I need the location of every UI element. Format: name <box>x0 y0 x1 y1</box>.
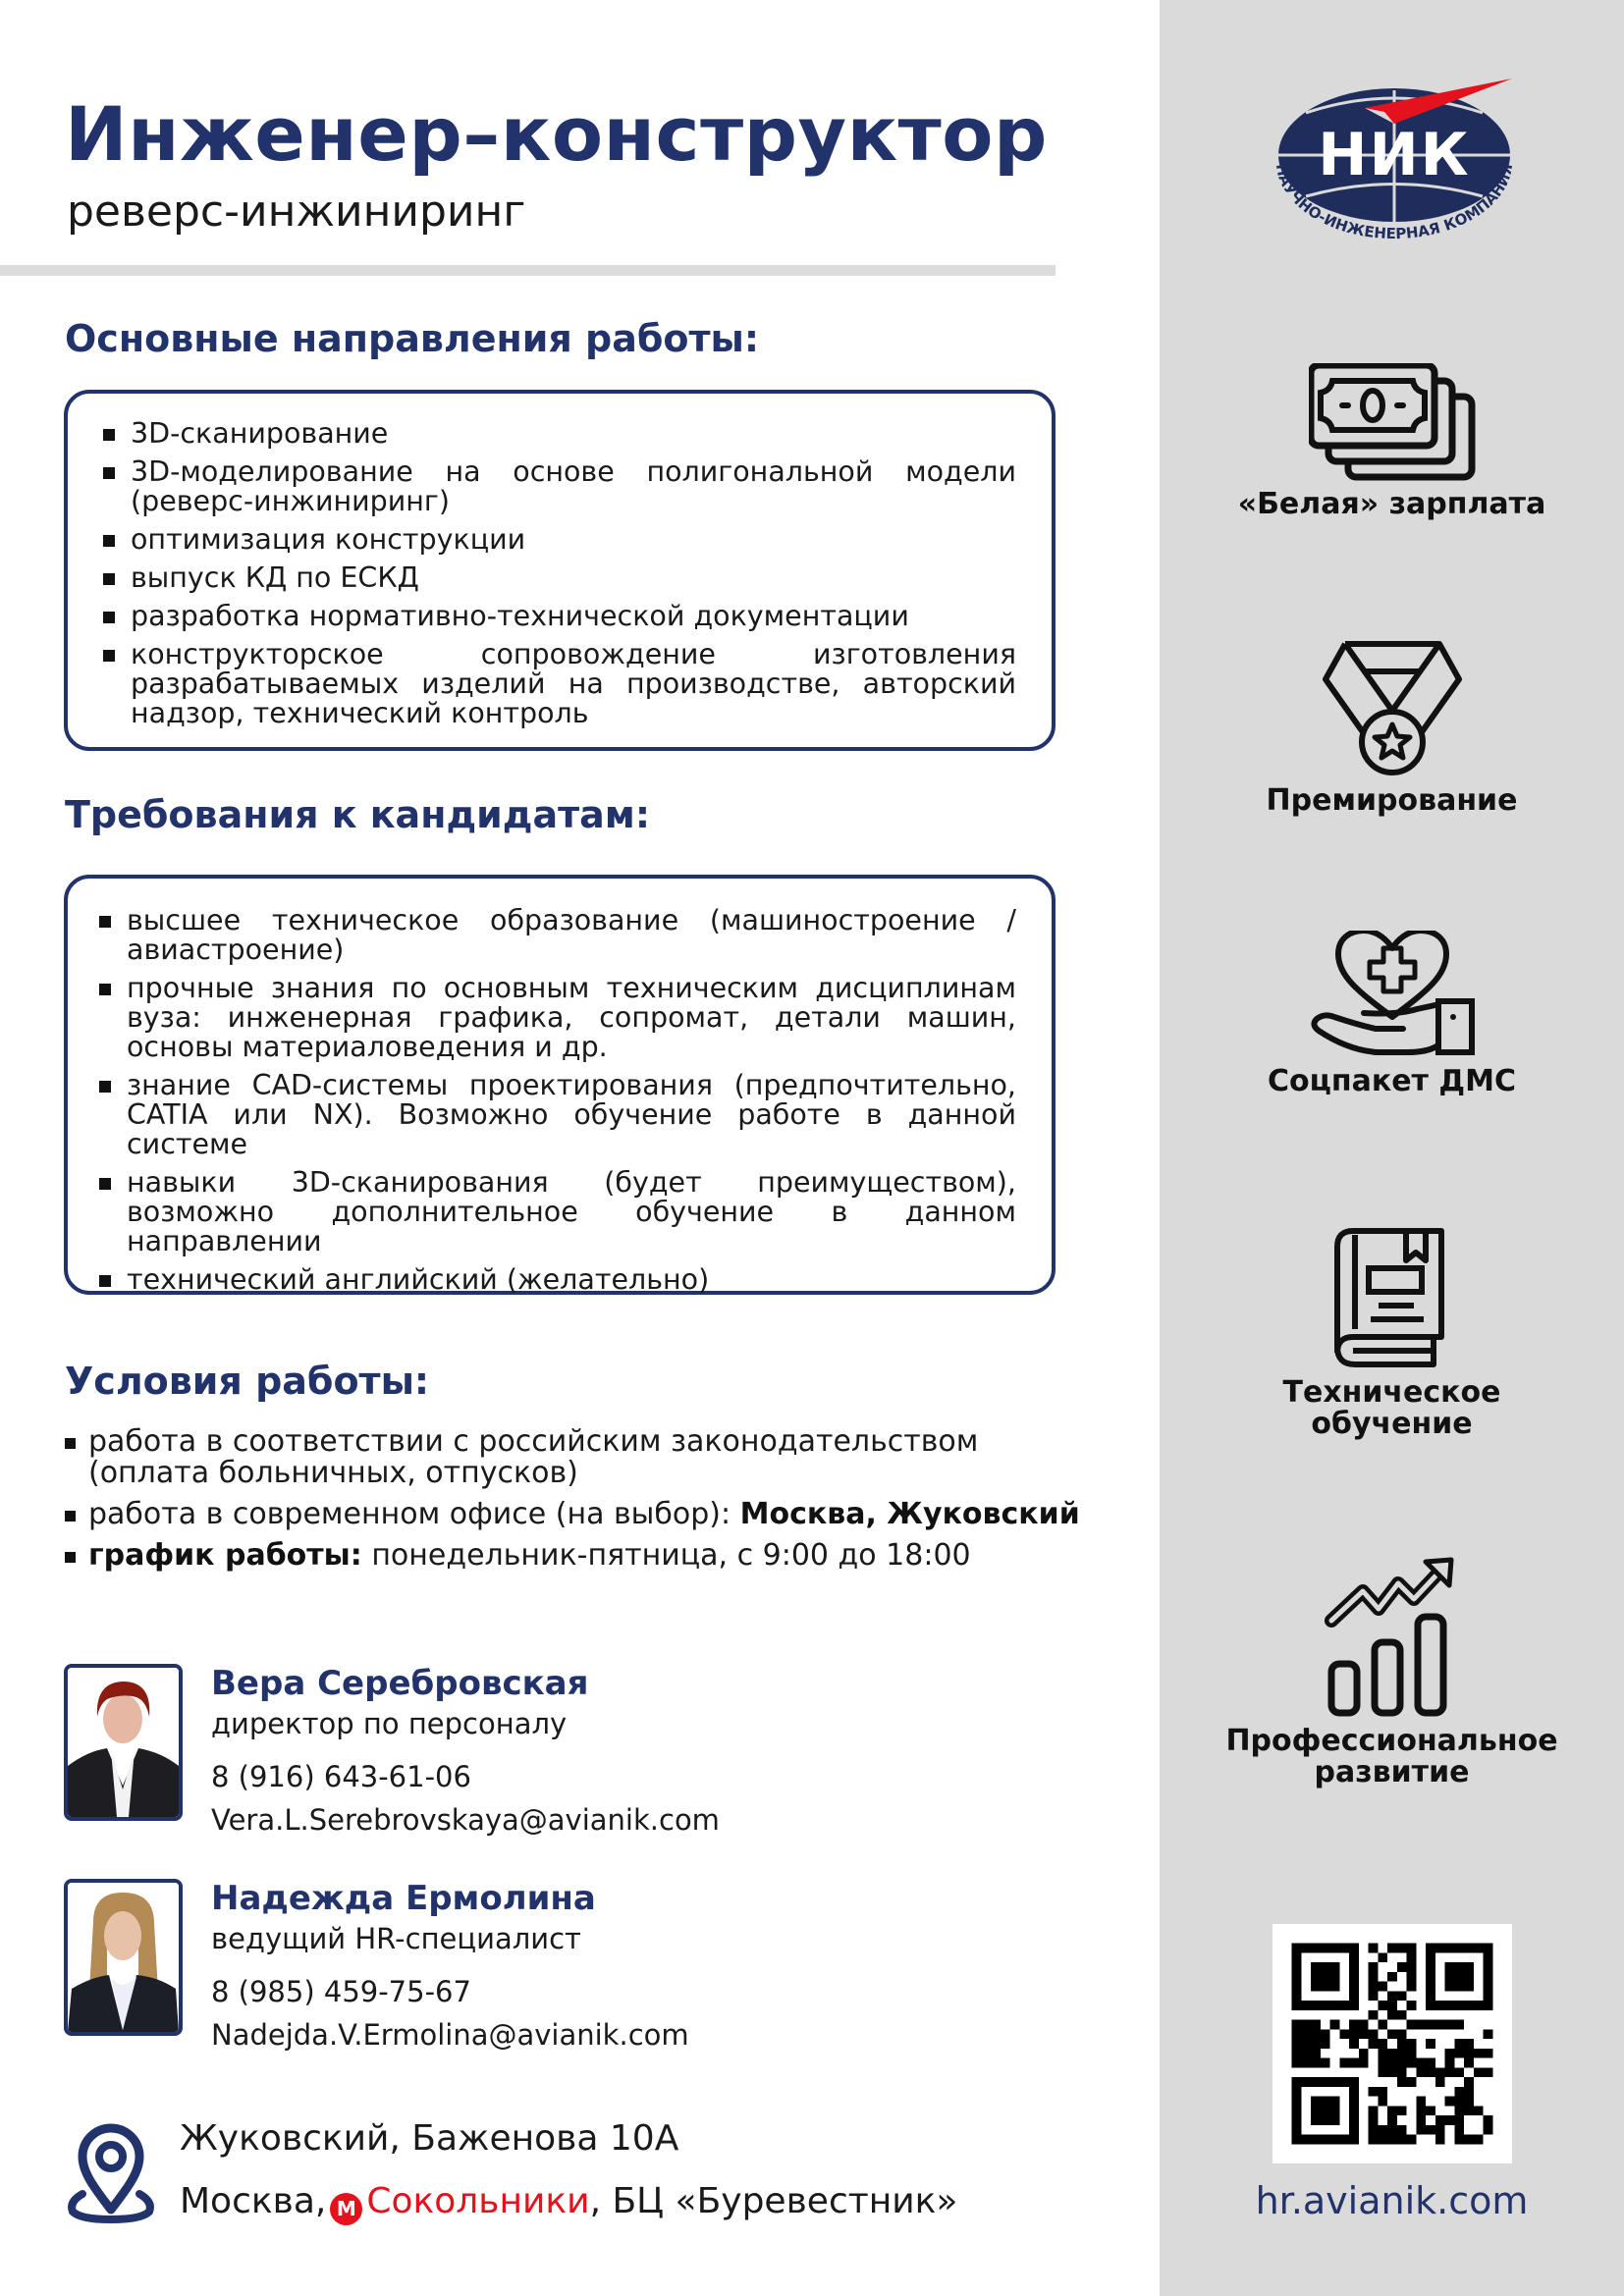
requirements-list <box>99 906 1016 1295</box>
bullet-icon <box>65 1552 76 1563</box>
duties-box <box>64 390 1056 751</box>
contact-card <box>64 1664 947 1837</box>
conditions-list <box>65 1426 1086 1581</box>
perk-development <box>1160 1556 1624 1789</box>
logo-letters: НИК <box>1318 121 1471 189</box>
requirement-item: технический английский (желательно) <box>99 1265 1016 1295</box>
money-stack-icon <box>1309 363 1476 481</box>
bullet-icon <box>99 1081 111 1093</box>
company-logo <box>1247 69 1542 245</box>
growth-chart-icon <box>1324 1556 1461 1718</box>
perk-training <box>1160 1227 1624 1440</box>
requirement-item: прочные знания по основным техническим дисциплинам вуза: инженерная графика, сопромат, детали машин, основы материаловедения и др. <box>99 974 1016 1062</box>
bullet-icon <box>103 535 115 547</box>
bullet-icon <box>103 650 115 662</box>
duty-item: 3D-моделирование на основе полигональной модели (реверс-инжиниринг) <box>103 457 1016 516</box>
location-pin-icon <box>65 2115 158 2223</box>
bullet-icon <box>99 1178 111 1190</box>
duty-item: 3D-сканирование <box>103 419 1016 449</box>
perk-label: «Белая» зарплата <box>1237 487 1546 521</box>
requirement-item: знание CAD-системы проектирования (предпочтительно, CATIA или NX). Возможно обучение работе в данной системе <box>99 1071 1016 1159</box>
bullet-icon <box>99 984 111 995</box>
perk-label: Премирование <box>1266 783 1518 818</box>
bullet-icon <box>103 573 115 585</box>
qr-code-icon <box>1272 1924 1512 2163</box>
header-divider <box>0 265 1056 276</box>
condition-item: график работы: понедельник-пятница, с 9:00 до 18:00 <box>65 1540 1086 1572</box>
perk-bonus <box>1160 640 1624 817</box>
logo-ring-text: НАУЧНО-ИНЖЕНЕРНАЯ КОМПАНИЯ <box>1272 162 1517 243</box>
bullet-icon <box>99 1275 111 1287</box>
contact-role: ведущий HR-специалист <box>211 1922 581 1955</box>
condition-item: работа в соответствии с российским законодательством (оплата больничных, отпусков) <box>65 1426 1031 1489</box>
perk-label: Техническое обучение <box>1282 1375 1501 1441</box>
perk-label: Профессиональное развитие <box>1225 1724 1558 1789</box>
duty-item: оптимизация конструкции <box>103 525 1016 555</box>
duty-item: разработка нормативно-технической документации <box>103 602 1016 631</box>
contact-email[interactable]: Vera.L.Serebrovskaya@avianik.com <box>211 1803 720 1837</box>
bullet-icon <box>103 467 115 479</box>
duty-item: выпуск КД по ЕСКД <box>103 563 1016 593</box>
qr-code[interactable] <box>1272 1924 1512 2163</box>
duties-heading: Основные направления работы: <box>65 317 760 360</box>
perk-insurance <box>1160 931 1624 1097</box>
contact-phone[interactable]: 8 (916) 643-61-06 <box>211 1760 471 1793</box>
medal-icon <box>1314 640 1471 777</box>
bullet-icon <box>65 1511 76 1522</box>
conditions-heading: Условия работы: <box>65 1360 430 1403</box>
bullet-icon <box>65 1438 76 1449</box>
duty-item: конструкторское сопровождение изготовления разрабатываемых изделий на производстве, авторский надзор, технический контроль <box>103 640 1016 728</box>
contact-email[interactable]: Nadejda.V.Ermolina@avianik.com <box>211 2018 689 2052</box>
metro-icon: М <box>330 2193 362 2225</box>
bullet-icon <box>99 916 111 928</box>
website-link[interactable]: hr.avianik.com <box>1255 2179 1529 2222</box>
address-zhukovsky: Жуковский, Баженова 10А <box>180 2118 679 2159</box>
requirement-item: высшее техническое образование (машиностроение / авиастроение) <box>99 906 1016 965</box>
requirements-box <box>64 875 1056 1295</box>
metro-station: Сокольники <box>366 2181 590 2221</box>
bullet-icon <box>103 612 115 623</box>
heart-hand-icon <box>1309 931 1476 1058</box>
requirement-item: навыки 3D-сканирования (будет преимуществом), возможно дополнительное обучение в данном направлении <box>99 1168 1016 1256</box>
perk-label: Соцпакет ДМС <box>1268 1064 1516 1098</box>
contact-phone[interactable]: 8 (985) 459-75-67 <box>211 1975 471 2008</box>
contact-name: Надежда Ермолина <box>211 1879 596 1918</box>
job-subtitle: реверс-инжиниринг <box>67 187 526 237</box>
avatar <box>64 1879 183 2036</box>
contact-role: директор по персоналу <box>211 1707 568 1740</box>
perk-salary <box>1160 363 1624 520</box>
address-moscow: Москва, М Сокольники, БЦ «Буревестник» <box>180 2181 957 2225</box>
bullet-icon <box>103 429 115 441</box>
job-title: Инженер–конструктор <box>65 90 1048 178</box>
book-icon <box>1333 1227 1451 1369</box>
contact-name: Вера Серебровская <box>211 1664 589 1703</box>
contact-card <box>64 1879 947 2052</box>
avatar <box>64 1664 183 1821</box>
condition-item: работа в современном офисе (на выбор): Москва, Жуковский <box>65 1499 1086 1530</box>
duties-list <box>103 419 1016 728</box>
requirements-heading: Требования к кандидатам: <box>65 793 651 836</box>
